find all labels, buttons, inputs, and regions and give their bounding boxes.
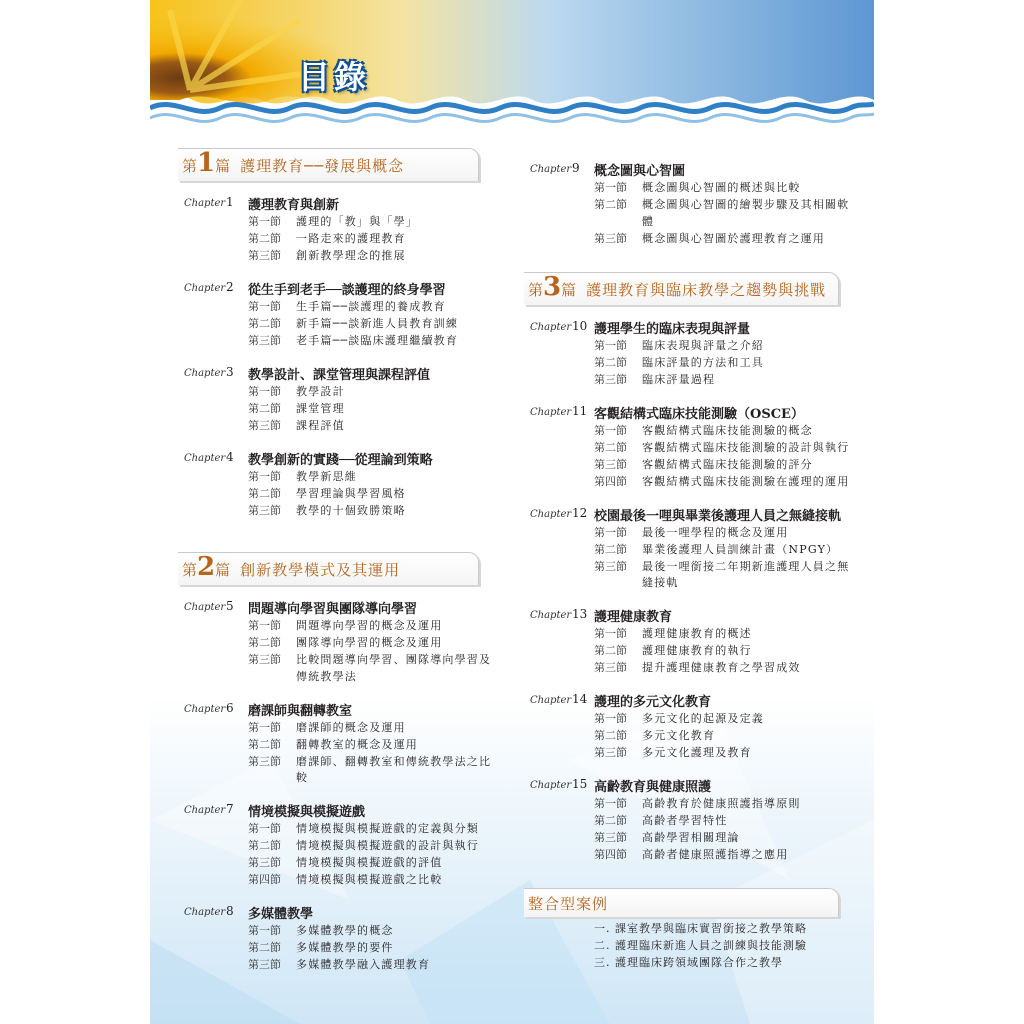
section-item: 第三節 教學的十個致勝策略 bbox=[248, 504, 406, 517]
cases-heading-frame bbox=[524, 888, 839, 917]
chapter-14 bbox=[524, 691, 854, 762]
chapter-12 bbox=[524, 505, 854, 593]
section-item: 第一節 磨課師的概念及運用 bbox=[248, 720, 406, 734]
chapter-title: 情境模擬與模擬遊戲 bbox=[248, 805, 366, 821]
section-item: 第二節 臨床評量的方法和工具 bbox=[594, 355, 764, 369]
chapter-title: 問題導向學習與團隊導向學習 bbox=[248, 602, 418, 617]
toc-column-left bbox=[178, 148, 498, 988]
cases-list bbox=[594, 921, 838, 971]
chapter-title: 教學創新的實踐──從理論到策略 bbox=[248, 453, 433, 468]
part-prefix: 第 bbox=[528, 280, 544, 299]
section-item: 第一節 護理健康教育的概述 bbox=[594, 627, 752, 641]
chapter-title: 高齡教育與健康照護 bbox=[594, 780, 712, 796]
chapter-title: 教學設計、課堂管理與課程評值 bbox=[248, 368, 431, 383]
chapter-label: Chapter bbox=[530, 695, 572, 707]
section-item: 第四節 高齡者健康照護指導之應用 bbox=[594, 848, 789, 862]
chapter-title: 護理健康教育 bbox=[594, 610, 673, 626]
section-item: 第一節 概念圖與心智圖的概述與比較 bbox=[594, 181, 801, 194]
section-item: 第二節 多元文化教育 bbox=[594, 729, 716, 743]
section-item: 第二節 團隊導向學習的概念及運用 bbox=[248, 636, 443, 649]
chapter-title: 從生手到老手──談護理的終身學習 bbox=[248, 283, 446, 298]
chapter-number: 10 bbox=[572, 318, 588, 333]
section-item: 第三節 臨床評量過程 bbox=[594, 372, 716, 386]
chapter-9 bbox=[524, 160, 854, 248]
section-item: 第二節 新手篇──談新進人員教育訓練 bbox=[248, 317, 459, 330]
part-heading-2 bbox=[178, 552, 498, 590]
section-item: 第二節 概念圖與心智圖的繪製步驟及其相關軟體 bbox=[594, 198, 850, 228]
case-item: 一. 課室教學與臨床實習銜接之教學策略 bbox=[594, 922, 807, 935]
section-item: 第四節 客觀結構式臨床技能測驗在護理的運用 bbox=[594, 474, 850, 488]
section-item: 第二節 學習理論與學習風格 bbox=[248, 487, 406, 500]
part-title: 創新教學模式及其運用 bbox=[240, 561, 401, 579]
chapter-15 bbox=[524, 776, 854, 864]
section-item: 第四節 情境模擬與模擬遊戲之比較 bbox=[248, 873, 443, 887]
chapter-number: 2 bbox=[226, 280, 234, 294]
integrated-cases bbox=[524, 888, 838, 971]
chapter-number: 3 bbox=[226, 365, 234, 379]
chapter-title: 校園最後一哩與畢業後護理人員之無縫接軌 bbox=[594, 508, 842, 524]
part-prefix: 第 bbox=[182, 157, 198, 175]
chapter-number: 7 bbox=[226, 802, 234, 817]
section-item: 第一節 生手篇──談護理的養成教育 bbox=[248, 300, 446, 313]
section-item: 第三節 比較問題導向學習、團隊導向學習及傳統教學法 bbox=[248, 653, 492, 683]
section-item: 第三節 創新教學理念的推展 bbox=[248, 249, 406, 262]
section-item: 第一節 多媒體教學的概念 bbox=[248, 924, 394, 938]
part-suffix: 篇 bbox=[215, 157, 231, 175]
chapter-3 bbox=[178, 364, 498, 435]
section-item: 第一節 客觀結構式臨床技能測驗的概念 bbox=[594, 423, 813, 437]
chapter-title: 概念圖與心智圖 bbox=[594, 164, 686, 179]
chapter-label: Chapter bbox=[530, 406, 572, 418]
section-item: 第二節 客觀結構式臨床技能測驗的設計與執行 bbox=[594, 440, 850, 454]
chapter-label: Chapter bbox=[530, 610, 572, 622]
part-suffix: 篇 bbox=[561, 280, 577, 299]
section-item: 第一節 高齡教育於健康照護指導原則 bbox=[594, 797, 801, 811]
part-number: 3 bbox=[543, 271, 562, 302]
part-title: 護理教育──發展與概念 bbox=[240, 157, 405, 175]
section-item: 第一節 最後一哩學程的概念及運用 bbox=[594, 525, 789, 539]
chapter-label: Chapter bbox=[530, 780, 572, 792]
chapter-10 bbox=[524, 318, 854, 389]
section-item: 第二節 一路走來的護理教育 bbox=[248, 232, 406, 245]
chapter-5 bbox=[178, 598, 498, 686]
chapter-8 bbox=[178, 903, 498, 974]
toc-page bbox=[150, 0, 874, 1024]
header-banner bbox=[150, 0, 874, 145]
section-item: 第三節 老手篇──談臨床護理繼續教育 bbox=[248, 334, 459, 347]
chapter-4 bbox=[178, 449, 498, 520]
chapter-number: 1 bbox=[226, 195, 234, 209]
section-item: 第三節 客觀結構式臨床技能測驗的評分 bbox=[594, 457, 813, 471]
cases-title: 整合型案例 bbox=[528, 895, 609, 913]
chapter-label: Chapter bbox=[530, 164, 572, 175]
case-item: 三. 護理臨床跨領域團隊合作之教學 bbox=[594, 955, 783, 969]
section-item: 第三節 最後一哩銜接二年期新進護理人員之無縫接軌 bbox=[594, 559, 850, 590]
part-suffix: 篇 bbox=[215, 561, 231, 579]
chapter-11 bbox=[524, 403, 854, 491]
section-item: 第二節 畢業後護理人員訓練計畫（NPGY） bbox=[594, 542, 839, 556]
section-item: 第一節 問題導向學習的概念及運用 bbox=[248, 619, 443, 632]
section-item: 第二節 情境模擬與模擬遊戲的設計與執行 bbox=[248, 839, 479, 853]
chapter-title: 護理學生的臨床表現與評量 bbox=[594, 321, 751, 337]
section-item: 第三節 課程評值 bbox=[248, 419, 345, 432]
chapter-label: Chapter bbox=[184, 368, 226, 379]
toc-column-right bbox=[524, 160, 854, 878]
chapter-label: Chapter bbox=[184, 198, 226, 209]
chapter-label: Chapter bbox=[184, 805, 226, 817]
chapter-number: 9 bbox=[572, 161, 580, 175]
section-item: 第三節 高齡學習相關理論 bbox=[594, 831, 740, 845]
part-number: 1 bbox=[197, 148, 216, 178]
section-item: 第一節 教學新思維 bbox=[248, 470, 357, 483]
part-number: 2 bbox=[197, 552, 216, 582]
section-item: 第二節 多媒體教學的要件 bbox=[248, 941, 394, 955]
section-item: 第三節 多媒體教學融入護理教育 bbox=[248, 958, 431, 972]
chapter-number: 12 bbox=[572, 505, 588, 520]
part-heading-1 bbox=[178, 148, 498, 186]
chapter-6 bbox=[178, 700, 498, 788]
section-item: 第二節 高齡者學習特性 bbox=[594, 814, 728, 828]
chapter-7 bbox=[178, 801, 498, 889]
section-item: 第三節 概念圖與心智圖於護理教育之運用 bbox=[594, 231, 825, 245]
part-title: 護理教育與臨床教學之趨勢與挑戰 bbox=[586, 280, 827, 299]
chapter-title: 護理教育與創新 bbox=[248, 198, 340, 213]
chapter-number: 15 bbox=[572, 777, 588, 792]
section-item: 第三節 磨課師、翻轉教室和傳統教學法之比較 bbox=[248, 754, 492, 785]
chapter-label: Chapter bbox=[530, 321, 572, 333]
section-item: 第三節 情境模擬與模擬遊戲的評值 bbox=[248, 856, 443, 870]
section-item: 第一節 護理的「教」與「學」 bbox=[248, 215, 418, 228]
chapter-label: Chapter bbox=[184, 703, 226, 715]
chapter-number: 13 bbox=[572, 607, 588, 622]
part-prefix: 第 bbox=[182, 561, 198, 579]
chapter-number: 5 bbox=[226, 599, 234, 613]
chapter-title: 客觀結構式臨床技能測驗（OSCE） bbox=[594, 406, 804, 422]
chapter-label: Chapter bbox=[184, 907, 226, 919]
chapter-label: Chapter bbox=[530, 508, 572, 520]
section-item: 第一節 情境模擬與模擬遊戲的定義與分類 bbox=[248, 822, 479, 836]
chapter-number: 8 bbox=[226, 904, 234, 919]
section-item: 第二節 護理健康教育的執行 bbox=[594, 644, 752, 658]
section-item: 第二節 課堂管理 bbox=[248, 402, 345, 415]
chapter-number: 14 bbox=[572, 692, 588, 707]
chapter-title: 磨課師與翻轉教室 bbox=[248, 703, 353, 719]
chapter-title: 護理的多元文化教育 bbox=[594, 695, 712, 711]
page-title: 目錄 bbox=[298, 58, 371, 96]
section-item: 第二節 翻轉教室的概念及運用 bbox=[248, 737, 418, 751]
chapter-label: Chapter bbox=[184, 602, 226, 613]
chapter-number: 11 bbox=[572, 403, 588, 418]
chapter-label: Chapter bbox=[184, 283, 226, 294]
section-item: 第一節 多元文化的起源及定義 bbox=[594, 712, 764, 726]
chapter-number: 4 bbox=[226, 450, 234, 464]
section-item: 第一節 臨床表現與評量之介紹 bbox=[594, 338, 764, 352]
section-item: 第三節 提升護理健康教育之學習成效 bbox=[594, 661, 801, 675]
chapter-2 bbox=[178, 279, 498, 350]
chapter-13 bbox=[524, 606, 854, 677]
case-item: 二. 護理臨床新進人員之訓練與技能測驗 bbox=[594, 938, 807, 952]
part-heading-3 bbox=[524, 272, 854, 310]
chapter-title: 多媒體教學 bbox=[248, 907, 314, 923]
chapter-1 bbox=[178, 194, 498, 265]
section-item: 第三節 多元文化護理及教育 bbox=[594, 746, 752, 760]
chapter-label: Chapter bbox=[184, 453, 226, 464]
section-item: 第一節 教學設計 bbox=[248, 385, 345, 398]
chapter-number: 6 bbox=[226, 700, 234, 715]
